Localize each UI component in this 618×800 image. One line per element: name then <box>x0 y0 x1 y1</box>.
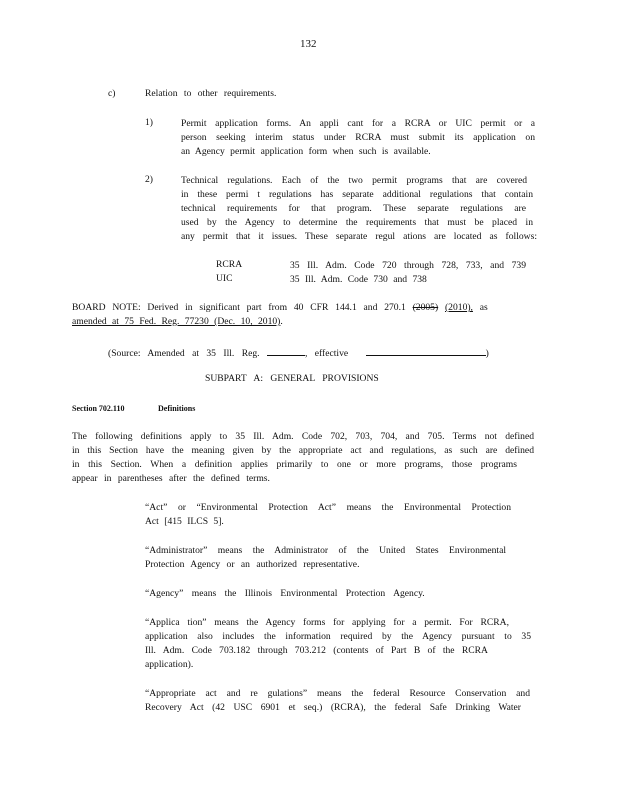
item-line: Permit application forms. An appli cant for a RCRA or UIC permit or a <box>181 118 535 129</box>
table-citation: 35 Ill. Adm. Code 720 through 728, 733, and 739 <box>290 260 526 271</box>
effective-date-blank <box>366 345 486 356</box>
subsection-title: Relation to other requirements. <box>145 88 277 99</box>
item-line: any permit that it issues. These separate regul ations are located as follows: <box>181 231 537 242</box>
definition-line: application). <box>145 659 194 670</box>
definition-line: “Agency” means the Illinois Environmental Protection Agency. <box>145 588 425 599</box>
inserted-text: (2010), <box>444 302 473 313</box>
definition-line: Ill. Adm. Code 703.182 through 703.212 (contents of Part B of the RCRA <box>145 645 488 656</box>
intro-line: The following definitions apply to 35 Ill. Adm. Code 702, 703, 704, and 705. Terms not defined <box>72 431 534 442</box>
table-program: RCRA <box>216 259 243 270</box>
amendment-citation: amended at 75 Fed. Reg. 77230 (Dec. 10, 2010) <box>72 316 281 327</box>
table-citation: 35 Ill. Adm. Code 730 and 738 <box>290 274 427 285</box>
source-close: ) <box>485 348 489 359</box>
intro-line: appear in parentheses after the defined terms. <box>72 473 270 484</box>
section-title: Definitions <box>158 404 196 413</box>
intro-line: in this Section have the meaning given by the appropriate act and regulations, as such are defined <box>72 445 534 456</box>
definition-line: “Administrator” means the Administrator of the United States Environmental <box>145 545 506 556</box>
definition-line: “Act” or “Environmental Protection Act” means the Environmental Protection <box>145 502 511 513</box>
register-blank <box>267 345 305 356</box>
item-number: 2) <box>145 174 153 185</box>
board-note-lead: BOARD NOTE: Derived in significant part from 40 CFR 144.1 and 270.1 <box>72 302 406 313</box>
intro-line: in this Section. When a definition applies primarily to one or more programs, those programs <box>72 459 517 470</box>
board-note-line-1 <box>72 302 488 313</box>
item-line: Technical regulations. Each of the two permit programs that are covered <box>181 175 527 186</box>
definition-line: Act [415 ILCS 5]. <box>145 516 224 527</box>
definition-line: “Appropriate act and re gulations” means the federal Resource Conservation and <box>145 688 530 699</box>
source-lead: (Source: Amended at 35 Ill. Reg. <box>108 348 260 359</box>
definition-line: Recovery Act (42 USC 6901 et seq.) (RCRA), the federal Safe Drinking Water <box>145 702 521 713</box>
board-note-line-2 <box>72 316 283 327</box>
board-note-tail: as <box>479 302 488 313</box>
deleted-text: (2005) <box>412 302 439 313</box>
item-line: an Agency permit application form when such is available. <box>181 146 431 157</box>
definition-line: Protection Agency or an authorized representative. <box>145 559 360 570</box>
item-line: person seeking interim status under RCRA must submit its application on <box>181 132 535 143</box>
page-number: 132 <box>300 38 317 50</box>
subpart-heading: SUBPART A: GENERAL PROVISIONS <box>205 373 379 384</box>
definition-line: “Applica tion” means the Agency forms for applying for a permit. For RCRA, <box>145 617 509 628</box>
subsection-label: c) <box>108 88 116 99</box>
item-line: technical requirements for that program. These separate regulations are <box>181 203 526 214</box>
item-line: in these permi t regulations has separate additional regulations that contain <box>181 189 533 200</box>
table-program: UIC <box>216 273 233 284</box>
amendment-period: . <box>280 316 283 327</box>
source-line <box>108 345 489 359</box>
source-effective: , effective <box>304 348 349 359</box>
item-line: used by the Agency to determine the requirements that must be placed in <box>181 217 533 228</box>
definition-line: application also includes the information required by the Agency pursuant to 35 <box>145 631 531 642</box>
item-number: 1) <box>145 117 153 128</box>
section-number: Section 702.110 <box>72 404 125 413</box>
